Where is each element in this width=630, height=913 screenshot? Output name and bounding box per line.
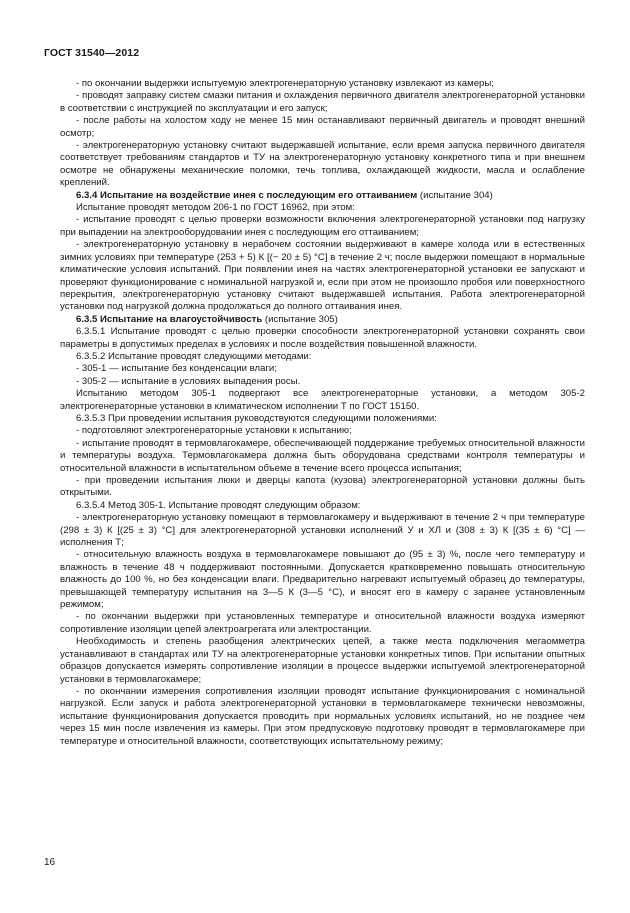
document-header: ГОСТ 31540—2012 <box>44 47 140 59</box>
paragraph: Испытанию методом 305-1 подвергают все электрогенераторные установки, а методом 305-2 электрогенераторные установки в климатическом исполнении Т по ГОСТ 15150. <box>60 388 585 412</box>
section-heading-6-3-5 <box>60 314 585 326</box>
paragraph: - при проведении испытания люки и дверцы капота (кузова) электрогенераторной установки должны быть открытыми. <box>60 475 585 499</box>
section-title: 6.3.4 Испытание на воздействие инея с последующим его оттаиванием <box>76 189 418 201</box>
paragraph: - по окончании выдержки при установленных температуре и относительной влажности воздуха измеряют сопротивление изоляции цепей электроагрегата или электростанции. <box>60 611 585 635</box>
page-number: 16 <box>44 857 56 868</box>
section-heading-6-3-4 <box>60 190 585 202</box>
paragraph: - по окончании выдержки испытуемую электрогенераторную установку извлекают из камеры; <box>76 78 494 89</box>
section-test-code: (испытание 304) <box>417 189 493 201</box>
paragraph: - электрогенераторную установку помещают в термовлагокамеру и выдерживают в течение 2 ч при температуре (298 ± 3) К [(25 ± 3) °С] для электрогенераторной установки исполнений У и ХЛ и (308 ± 3) К [(35 ± 6) °С] — исполнения Т; <box>60 512 585 549</box>
paragraph: - 305-1 — испытание без конденсации влаги; <box>76 363 277 375</box>
paragraph: - испытание проводят с целью проверки возможности включения электрогенераторной установки под нагрузку при выпадении на электрооборудовании инея с последующим его оттаиванием; <box>60 214 585 238</box>
paragraph: - электрогенераторную установку в нерабочем состоянии выдерживают в камере холода или в естественных зимних условиях при температуре (253 + 5) К [(− 20 ± 5) °С] в течение 2 ч; после выдержки помещают в нормальные климатические условия испытаний. При появлении инея на частях электрогенераторной установки ее запускают и проверяют функционирование с номинальной нагрузкой и, если при этом не произошло пробоя или поверхностного перекрытия, электрогенераторную установку считают выдержавшей испытания. Работа электрогенераторной установки под нагрузкой должна продолжаться до полного оттаивания инея. <box>60 239 585 313</box>
paragraph: - после работы на холостом ходу не менее 15 мин останавливают первичный двигатель и проводят внешний осмотр; <box>60 115 585 139</box>
paragraph: Испытание проводят методом 206-1 по ГОСТ 16962, при этом: <box>76 202 355 214</box>
section-title: 6.3.5 Испытание на влагоустойчивость <box>76 313 263 325</box>
paragraph: - подготовляют электрогенераторные установки к испытанию; <box>76 425 352 437</box>
paragraph: 6.3.5.4 Метод 305-1. Испытание проводят следующим образом: <box>76 499 361 511</box>
paragraph: - 305-2 — испытание в условиях выпадения росы. <box>76 375 301 387</box>
paragraph: - проводят заправку систем смазки питания и охлаждения первичного двигателя электрогенераторной установки в соответствии с инструкцией по эксплуатации и его запуск; <box>60 90 585 114</box>
paragraph: 6.3.5.3 При проведении испытания руководствуются следующими положениями: <box>76 412 437 424</box>
document-body <box>60 78 585 748</box>
paragraph: 6.3.5.1 Испытание проводят с целью проверки способности электрогенераторной установки сохранять свои параметры в допустимых пределах в условиях и после воздействия повышенной влажности. <box>60 326 585 350</box>
section-test-code: (испытание 305) <box>262 313 338 325</box>
paragraph: 6.3.5.2 Испытание проводят следующими методами: <box>76 350 312 362</box>
paragraph: - электрогенераторную установку считают выдержавшей испытание, если время запуска первичного двигателя соответствует требованиям стандартов и ТУ на электрогенераторную установку конкретного типа и при внешнем осмотре не обнаружены механические поломки, течь топлива, охлаждающей жидкости, масла и ослабление креплений. <box>60 140 585 189</box>
paragraph: - испытание проводят в термовлагокамере, обеспечивающей поддержание требуемых относительной влажности и температуры воздуха. Термовлагокамера должна быть оборудована средствами контроля температуры и относительной влажности в испытательном объеме в течение всего процесса испытания; <box>60 437 585 474</box>
paragraph: - относительную влажность воздуха в термовлагокамере повышают до (95 ± 3) %, после чего температуру и влажность в течение 48 ч поддерживают постоянными. Допускается кратковременно повышать относительную влажность до 100 %, но без конденсации влаги. Предварительно нагревают испытуемый образец до температуры, превышающей температуру испытания на 3—5 К (3—5 °С), и вносят его в камеру с заранее установленным режимом; <box>60 549 585 611</box>
paragraph: - по окончании измерения сопротивления изоляции проводят испытание функционирования с номинальной нагрузкой. Если запуск и работа электрогенераторной установки в термовлагокамере технически невозможны, испытание функционирования допускается проводить при нормальных условиях испытаний, но не позднее чем через 15 мин после извлечения из камеры. При этом предпусковую подготовку проводят в термовлагокамере при температуре и относительной влажности, соответствующих испытательному режиму; <box>60 685 585 747</box>
paragraph: Необходимость и степень разобщения электрических цепей, а также места подключения мегаомметра устанавливают в стандартах или ТУ на электрогенераторные установки конкретных типов. При испытании опытных образцов допускается измерять сопротивление изоляции в процессе выдержки испытуемой электрогенераторной установки в термовлагокамере; <box>60 636 585 685</box>
